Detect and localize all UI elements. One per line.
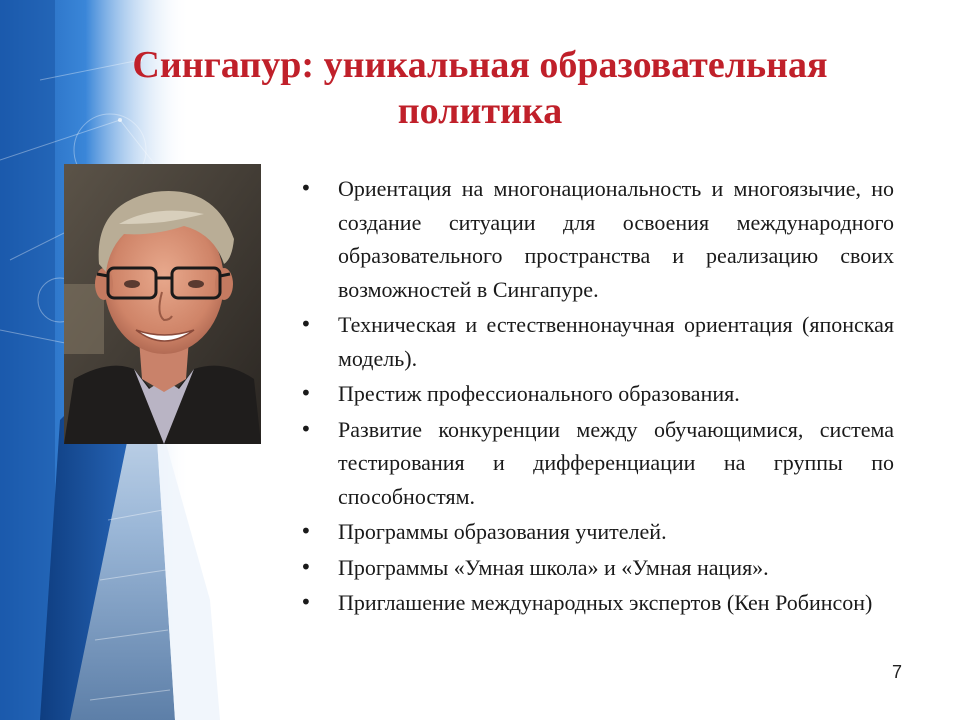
bullet-icon: • [300, 381, 312, 405]
bullet-text: Программы образования учителей. [338, 519, 667, 544]
bullet-text: Техническая и естественнонаучная ориентация (японская модель). [338, 312, 894, 371]
bullet-text: Ориентация на многонациональность и многоязычие, но создание ситуации для освоения международного образовательного пространства и реализацию своих возможностей в Сингапуре. [338, 176, 894, 302]
bullet-text: Престиж профессионального образования. [338, 381, 740, 406]
page-number: 7 [891, 662, 902, 682]
bullet-icon: • [300, 519, 312, 543]
bullet-text: Приглашение международных экспертов (Кен Робинсон) [338, 590, 873, 615]
list-item [300, 515, 894, 549]
list-item [300, 586, 894, 620]
bullet-text: Развитие конкуренции между обучающимися, система тестирования и дифференциации на группы по способностям. [338, 416, 894, 509]
bullet-icon: • [300, 416, 312, 441]
list-item [300, 551, 894, 585]
bullet-list [300, 172, 894, 622]
list-item [300, 172, 894, 306]
bullet-text: Программы «Умная школа» и «Умная нация». [338, 554, 769, 580]
slide-title: Сингапур: уникальная образовательная политика [132, 44, 828, 132]
bullet-icon: • [300, 590, 312, 614]
list-item [300, 377, 894, 411]
list-item [300, 413, 894, 514]
bullet-icon: • [300, 176, 312, 200]
bullet-icon: • [300, 554, 312, 579]
bullet-icon: • [300, 312, 312, 336]
portrait-photo [64, 164, 261, 444]
list-item [300, 308, 894, 375]
